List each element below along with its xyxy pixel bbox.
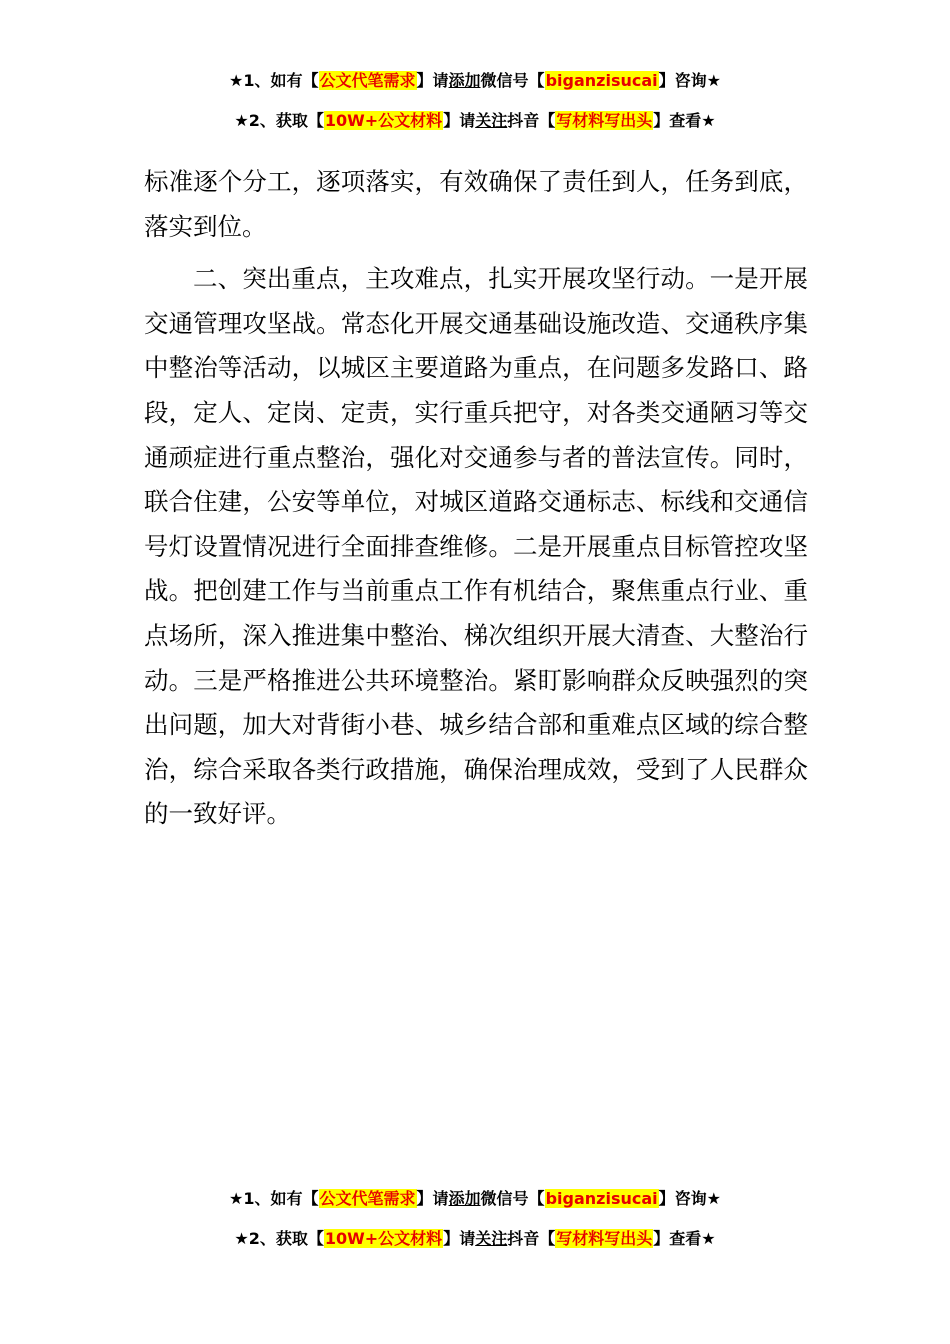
banner-text: 】查看★ bbox=[653, 111, 716, 130]
banner-line-2 bbox=[0, 106, 950, 146]
banner-text: 】咨询★ bbox=[658, 1189, 721, 1208]
banner-highlight: biganzisucai bbox=[545, 1189, 658, 1208]
document-body bbox=[144, 160, 808, 837]
banner-text: ★2、获取【 bbox=[234, 111, 324, 130]
banner-line-2 bbox=[0, 1224, 950, 1264]
banner-text: 】请 bbox=[443, 1229, 476, 1248]
banner-highlight: 写材料写出头 bbox=[556, 111, 653, 130]
banner-text: ★2、获取【 bbox=[234, 1229, 324, 1248]
banner-text: ★1、如有【 bbox=[229, 1189, 319, 1208]
banner-text: 】请 bbox=[416, 71, 449, 90]
banner-text: 】查看★ bbox=[653, 1229, 716, 1248]
banner-highlight: 公文代笔需求 bbox=[319, 71, 416, 90]
banner-text: 微信号【 bbox=[480, 71, 545, 90]
banner-underlined-text: 添加 bbox=[448, 1189, 481, 1208]
paragraph-continued: 标准逐个分工，逐项落实，有效确保了责任到人，任务到底，落实到位。 bbox=[144, 167, 808, 241]
banner-line-1 bbox=[0, 66, 950, 106]
paragraph-section-two: 二、突出重点，主攻难点，扎实开展攻坚行动。一是开展交通管理攻坚战。常态化开展交通基础设施改造、交通秩序集中整治等活动，以城区主要道路为重点，在问题多发路口、路段，定人、定岗、定责，实行重兵把守，对各类交通陋习等交通顽症进行重点整治，强化对交通参与者的普法宣传。同时，联合住建，公安等单位，对城区道路交通标志、标线和交通信号灯设置情况进行全面排查维修。二是开展重点目标管控攻坚战。把创建工作与当前重点工作有机结合，聚焦重点行业、重点场所，深入推进集中整治、梯次组织开展大清查、大整治行动。三是严格推进公共环境整治。紧盯影响群众反映强烈的突出问题，加大对背街小巷、城乡结合部和重难点区域的综合整治，综合采取各类行政措施，确保治理成效，受到了人民群众的一致好评。 bbox=[144, 264, 808, 829]
banner-underlined-text: 添加 bbox=[448, 71, 481, 90]
banner-text: 抖音【 bbox=[507, 111, 556, 130]
banner-underlined-text: 关注 bbox=[475, 111, 508, 130]
banner-text: ★1、如有【 bbox=[229, 71, 319, 90]
banner-highlight: 写材料写出头 bbox=[556, 1229, 653, 1248]
banner-underlined-text: 关注 bbox=[475, 1229, 508, 1248]
banner-text: 】请 bbox=[416, 1189, 449, 1208]
footer-banner bbox=[0, 1184, 950, 1264]
banner-line-1 bbox=[0, 1184, 950, 1224]
banner-text: 】请 bbox=[443, 111, 476, 130]
banner-highlight: biganzisucai bbox=[545, 71, 658, 90]
header-banner bbox=[0, 66, 950, 146]
banner-text: 抖音【 bbox=[507, 1229, 556, 1248]
banner-text: 微信号【 bbox=[480, 1189, 545, 1208]
banner-text: 】咨询★ bbox=[658, 71, 721, 90]
banner-highlight: 10W+公文材料 bbox=[324, 1229, 443, 1248]
banner-highlight: 公文代笔需求 bbox=[319, 1189, 416, 1208]
banner-highlight: 10W+公文材料 bbox=[324, 111, 443, 130]
